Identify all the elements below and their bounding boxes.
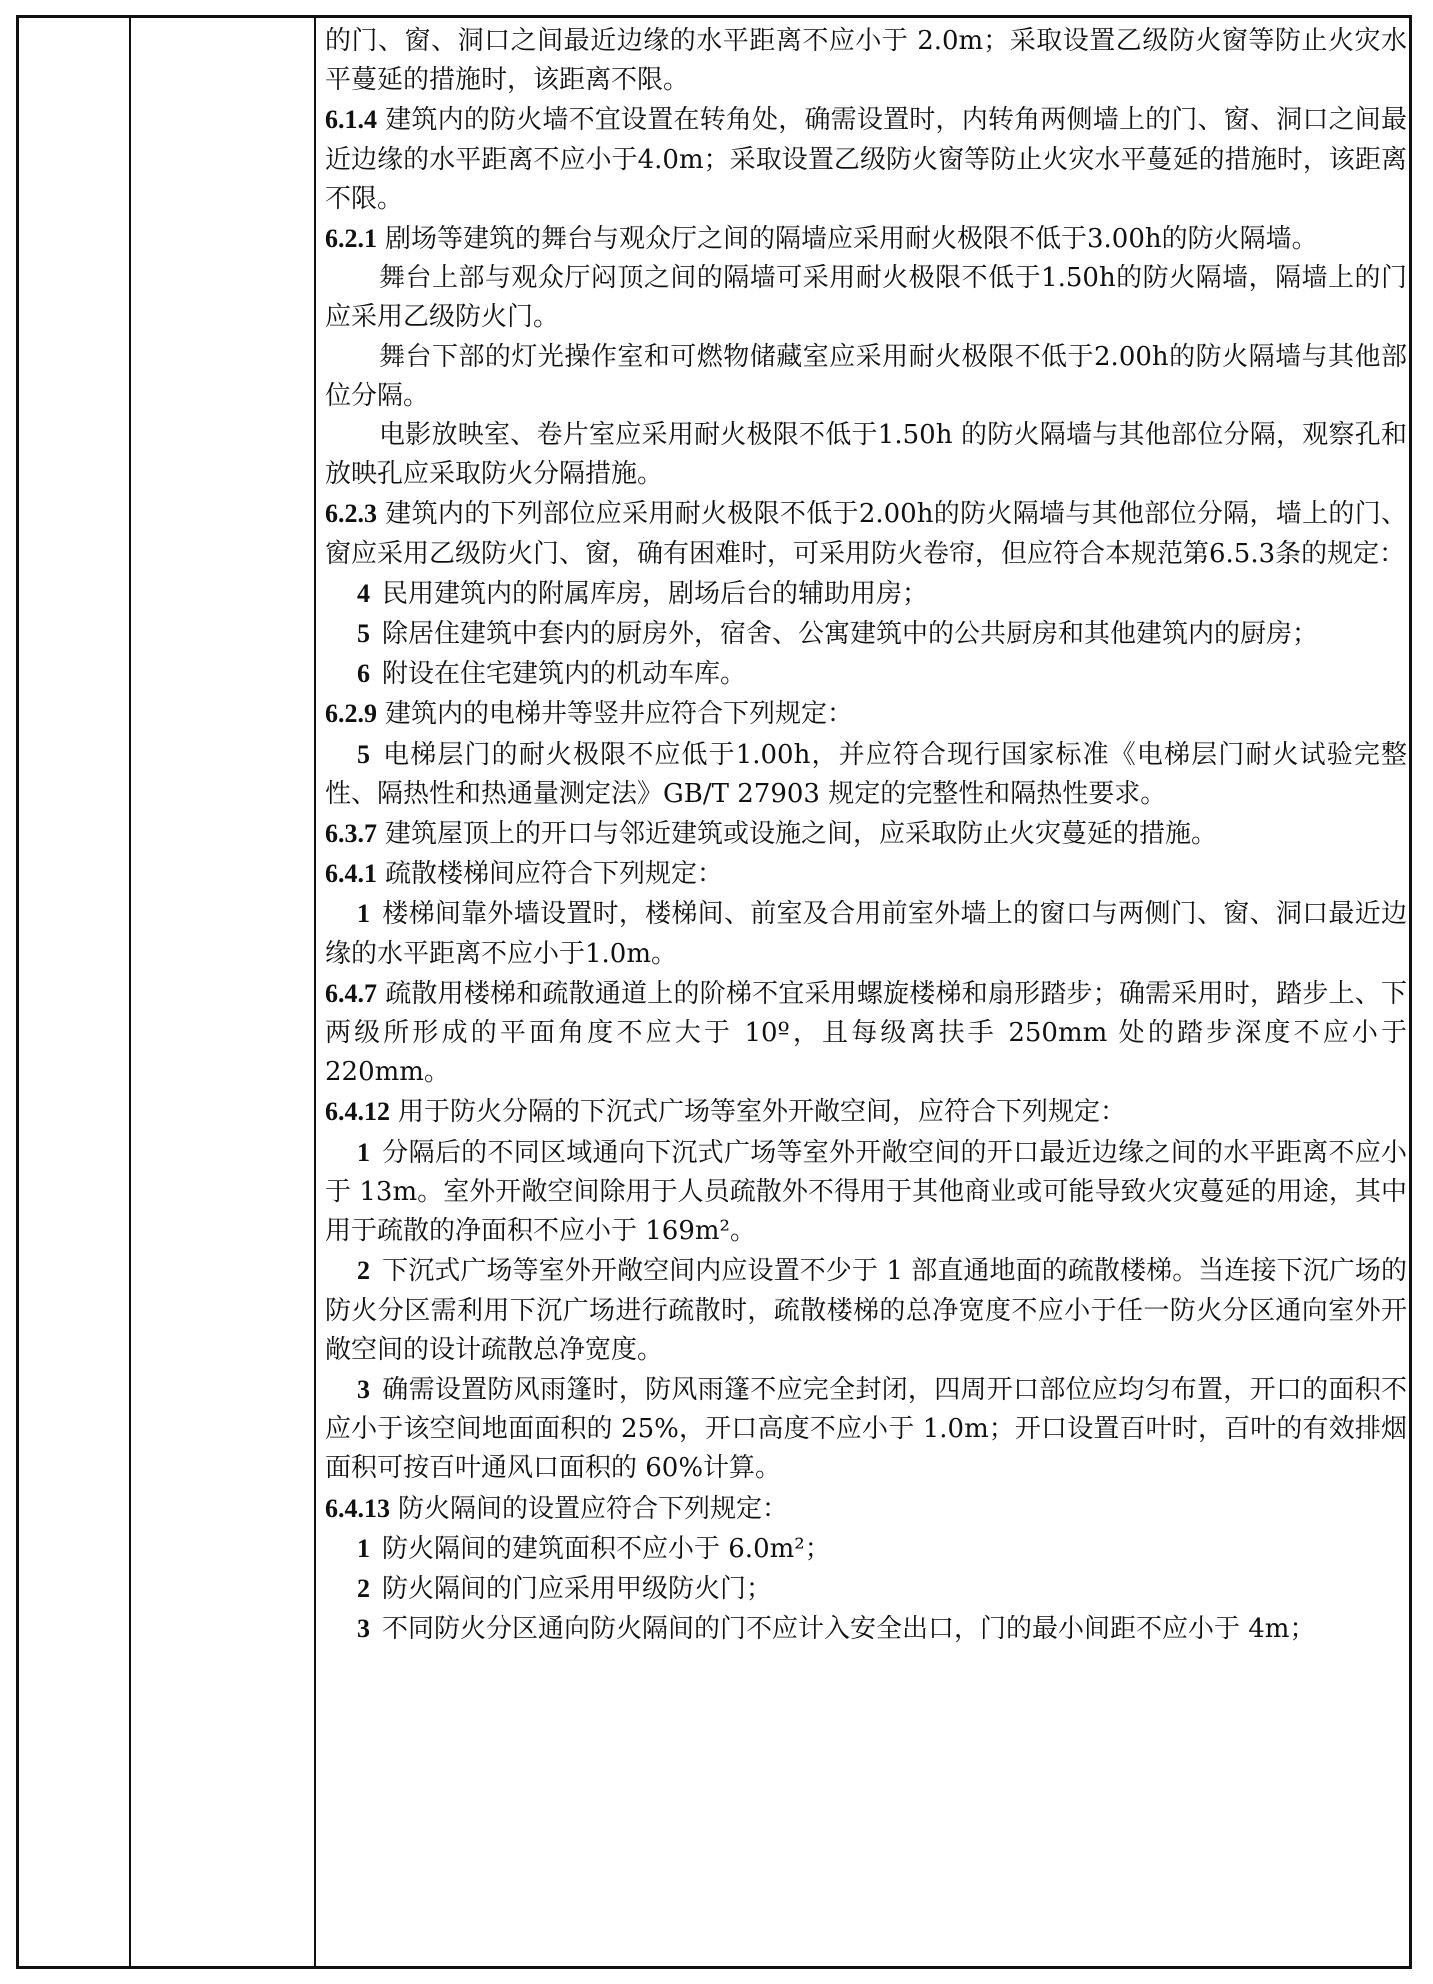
- paragraph-p15: 1 楼梯间靠外墙设置时，楼梯间、前室及合用前室外墙上的窗口与两侧门、窗、洞口最近边缘的水平距离不应小于1.0m。: [325, 899, 1407, 969]
- item-number: 1: [357, 1533, 370, 1563]
- clause-number: 6.4.13: [325, 1493, 390, 1523]
- clause-number: 6.2.1: [325, 224, 377, 254]
- item-number: 2: [357, 1573, 370, 1603]
- paragraph-p09: 5 除居住建筑中套内的厨房外，宿舍、公寓建筑中的公共厨房和其他建筑内的厨房；: [357, 619, 1319, 650]
- clause-number: 6.4.1: [325, 859, 377, 889]
- paragraph-p22: 1 防火隔间的建筑面积不应小于 6.0m²；: [357, 1533, 831, 1564]
- table-column-1: [19, 18, 131, 1966]
- clause-number: 6.4.12: [325, 1097, 390, 1127]
- paragraph-p03: 6.2.1 剧场等建筑的舞台与观众厅之间的隔墙应采用耐火极限不低于3.00h的防火隔墙。: [325, 224, 1318, 255]
- item-number: 5: [357, 739, 370, 769]
- item-number: 2: [357, 1256, 370, 1286]
- item-number: 1: [357, 899, 370, 929]
- paragraph-p23: 2 防火隔间的门应采用甲级防火门；: [357, 1573, 773, 1604]
- paragraph-p11: 6.2.9 建筑内的电梯井等竖井应符合下列规定：: [325, 699, 854, 730]
- clause-text-cell: [325, 22, 1407, 1649]
- item-number: 6: [357, 659, 370, 689]
- paragraph-p07: 6.2.3 建筑内的下列部位应采用耐火极限不低于2.00h的防火隔墙与其他部位分隔，墙上的门、窗应采用乙级防火门、窗，确有困难时，可采用防火卷帘，但应符合本规范第6.5.3条的规定：: [325, 499, 1407, 569]
- paragraph-p01: 的门、窗、洞口之间最近边缘的水平距离不应小于 2.0m；采取设置乙级防火窗等防止火灾水平蔓延的措施时，该距离不限。: [325, 26, 1407, 96]
- item-number: 1: [357, 1137, 370, 1167]
- clause-number: 6.2.9: [325, 699, 377, 729]
- clause-number: 6.4.7: [325, 978, 377, 1008]
- item-number: 5: [357, 619, 370, 649]
- paragraph-p21: 6.4.13 防火隔间的设置应符合下列规定：: [325, 1493, 789, 1524]
- paragraph-p14: 6.4.1 疏散楼梯间应符合下列规定：: [325, 859, 724, 890]
- paragraph-p06: 电影放映室、卷片室应采用耐火极限不低于1.50h 的防火隔墙与其他部位分隔，观察孔和放映孔应采取防火分隔措施。: [325, 420, 1407, 490]
- clause-number: 6.1.4: [325, 105, 377, 135]
- paragraph-p05: 舞台下部的灯光操作室和可燃物储藏室应采用耐火极限不低于2.00h的防火隔墙与其他部位分隔。: [325, 341, 1407, 411]
- item-number: 3: [357, 1614, 370, 1644]
- paragraph-p16: 6.4.7 疏散用楼梯和疏散通道上的阶梯不宜采用螺旋楼梯和扇形踏步；确需采用时，踏步上、下两级所形成的平面角度不应大于 10º，且每级离扶手 250mm 处的踏步深度不应小于 220mm。: [325, 978, 1407, 1088]
- paragraph-p18: 1 分隔后的不同区域通向下沉式广场等室外开敞空间的开口最近边缘之间的水平距离不应小于 13m。室外开敞空间除用于人员疏散外不得用于其他商业或可能导致火灾蔓延的用途，其中用于疏散的净面积不应小于 169m²。: [325, 1137, 1407, 1247]
- content-table: [16, 15, 1412, 1969]
- paragraph-p13: 6.3.7 建筑屋顶上的开口与邻近建筑或设施之间，应采取防止火灾蔓延的措施。: [325, 819, 1218, 850]
- paragraph-p10: 6 附设在住宅建筑内的机动车库。: [357, 659, 747, 690]
- item-number: 3: [357, 1374, 370, 1404]
- table-column-2: [131, 18, 316, 1966]
- paragraph-p20: 3 确需设置防风雨篷时，防风雨篷不应完全封闭，四周开口部位应均匀布置，开口的面积不应小于该空间地面面积的 25%，开口高度不应小于 1.0m；开口设置百叶时，百叶的有效排烟面积可按百叶通风口面积的 60%计算。: [325, 1374, 1407, 1484]
- paragraph-p19: 2 下沉式广场等室外开敞空间内应设置不少于 1 部直通地面的疏散楼梯。当连接下沉广场的防火分区需利用下沉广场进行疏散时，疏散楼梯的总净宽度不应小于任一防火分区通向室外开敞空间的设计疏散总净宽度。: [325, 1256, 1407, 1365]
- paragraph-p04: 舞台上部与观众厅闷顶之间的隔墙可采用耐火极限不低于1.50h的防火隔墙，隔墙上的门应采用乙级防火门。: [325, 263, 1407, 333]
- paragraph-p08: 4 民用建筑内的附属库房，剧场后台的辅助用房；: [357, 578, 929, 609]
- item-number: 4: [357, 578, 370, 608]
- paragraph-p17: 6.4.12 用于防火分隔的下沉式广场等室外开敞空间，应符合下列规定：: [325, 1097, 1127, 1128]
- clause-number: 6.3.7: [325, 819, 377, 849]
- clause-number: 6.2.3: [325, 499, 377, 529]
- paragraph-p12: 5 电梯层门的耐火极限不应低于1.00h，并应符合现行国家标准《电梯层门耐火试验完整性、隔热性和热通量测定法》GB/T 27903 规定的完整性和隔热性要求。: [325, 739, 1407, 809]
- paragraph-p24: 3 不同防火分区通向防火隔间的门不应计入安全出口，门的最小间距不应小于 4m；: [357, 1614, 1316, 1645]
- paragraph-p02: 6.1.4 建筑内的防火墙不宜设置在转角处，确需设置时，内转角两侧墙上的门、窗、洞口之间最近边缘的水平距离不应小于4.0m；采取设置乙级防火窗等防止火灾水平蔓延的措施时，该距离不限。: [325, 105, 1407, 214]
